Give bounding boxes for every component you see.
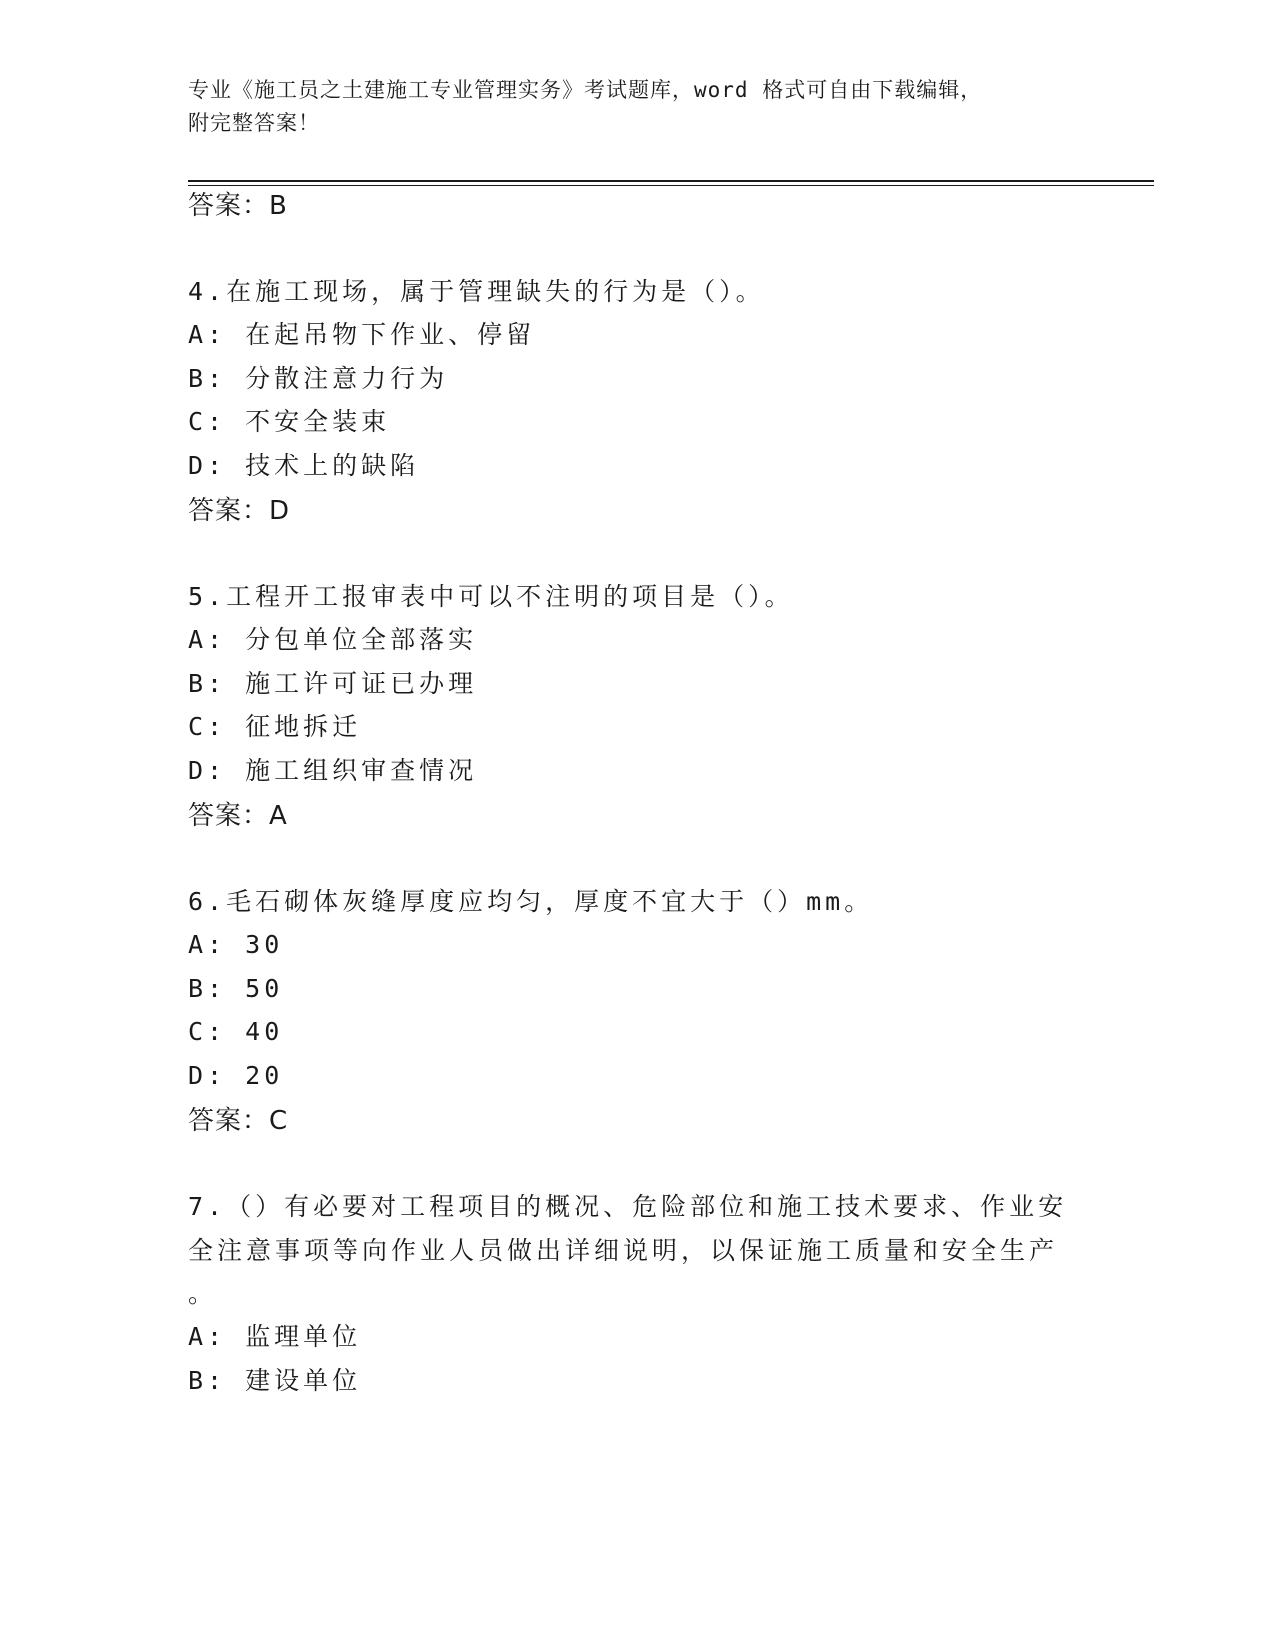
question-7-option-b: B: 建设单位 xyxy=(188,1366,362,1395)
question-7-stem-line-1: 7.（）有必要对工程项目的概况、危险部位和施工技术要求、作业安 xyxy=(188,1192,1068,1221)
question-6-stem: 6.毛石砌体灰缝厚度应均匀，厚度不宜大于（）mm。 xyxy=(188,887,874,916)
question-5-option-a: A: 分包单位全部落实 xyxy=(188,625,478,654)
answer-value: D xyxy=(269,496,291,526)
answer-value: C xyxy=(269,1106,289,1136)
question-7-option-a: A: 监理单位 xyxy=(188,1322,362,1351)
question-5-option-b: B: 施工许可证已办理 xyxy=(188,669,478,698)
question-4-option-c: C: 不安全装束 xyxy=(188,407,391,436)
question-5-option-c: C: 征地拆迁 xyxy=(188,712,362,741)
answer-label: 答案： xyxy=(188,801,270,831)
answer-label: 答案： xyxy=(188,1106,270,1136)
question-4-option-b: B: 分散注意力行为 xyxy=(188,364,449,393)
question-7-stem-line-2: 全注意事项等向作业人员做出详细说明，以保证施工质量和安全生产 xyxy=(188,1236,1059,1265)
question-6-option-d: D: 20 xyxy=(188,1061,284,1090)
question-4-stem: 4.在施工现场，属于管理缺失的行为是（）。 xyxy=(188,277,765,306)
document-header xyxy=(188,74,1068,140)
question-5-stem: 5.工程开工报审表中可以不注明的项目是（）。 xyxy=(188,582,794,611)
answer-value: A xyxy=(269,801,288,831)
question-5-option-d: D: 施工组织审查情况 xyxy=(188,756,478,785)
question-7-stem-line-3: 。 xyxy=(188,1279,218,1308)
answer-value: B xyxy=(269,191,288,221)
question-6-option-a: A: 30 xyxy=(188,930,284,959)
answer-line xyxy=(188,190,288,222)
header-divider xyxy=(188,180,1154,186)
question-4-option-a: A: 在起吊物下作业、停留 xyxy=(188,320,536,349)
question-4-option-d: D: 技术上的缺陷 xyxy=(188,451,420,480)
answer-label: 答案： xyxy=(188,191,270,221)
question-6-answer xyxy=(188,1105,288,1137)
question-4-answer xyxy=(188,495,290,527)
answer-label: 答案： xyxy=(188,496,270,526)
header-line-2: 附完整答案！ xyxy=(188,111,320,135)
question-6-option-b: B: 50 xyxy=(188,974,284,1003)
header-line-1: 专业《施工员之土建施工专业管理实务》考试题库，word 格式可自由下载编辑， xyxy=(188,78,983,102)
question-6-option-c: C: 40 xyxy=(188,1017,284,1046)
question-5-answer xyxy=(188,800,288,832)
